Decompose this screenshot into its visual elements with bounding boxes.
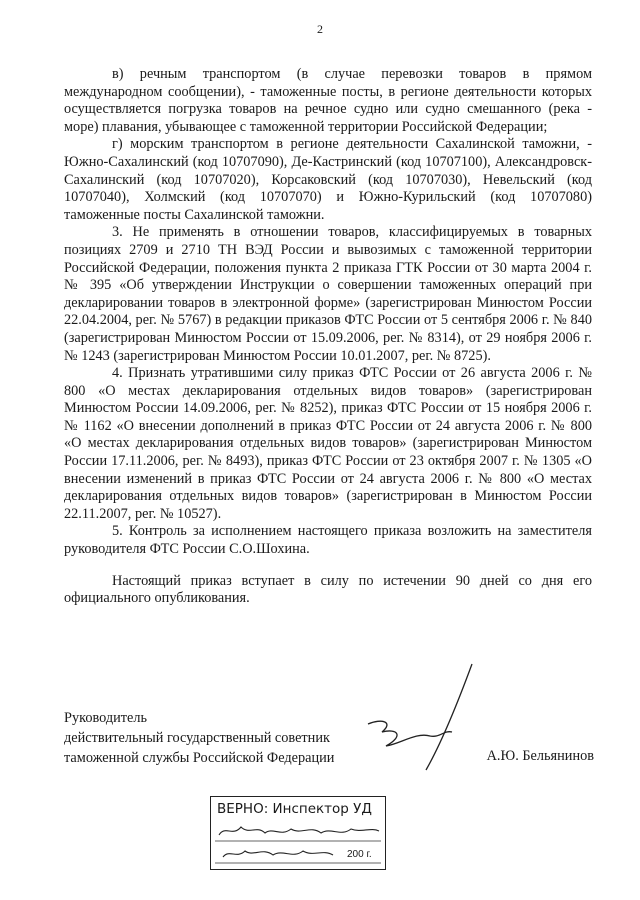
signatory-title-line: Руководитель <box>64 710 148 726</box>
paragraph-effective-date: Настоящий приказ вступает в силу по истечении 90 дней со дня его официального опубликования. <box>64 572 592 607</box>
stamp-year: 200 г. <box>347 849 372 860</box>
paragraph-item-5: 5. Контроль за исполнением настоящего приказа возложить на заместителя руководителя ФТС России С.О.Шохина. <box>64 523 592 558</box>
verification-stamp <box>210 796 386 870</box>
paragraph-sea-transport: г) морским транспортом в регионе деятельности Сахалинской таможни, - Южно-Сахалинский (код 10707090), Де-Кастринский (код 10707100), Александровск-Сахалинский (код 10707020), Корсаковский (код 10707030), Невельский (код 10707040), Холмский (код 10707070) и Южно-Курильский (код 10707080) таможенные посты Сахалинской таможни. <box>64 136 592 223</box>
signatory-title-line: действительный государственный советник <box>64 730 330 746</box>
paragraph-item-4: 4. Признать утратившими силу приказ ФТС России от 26 августа 2006 г. № 800 «О местах декларирования отдельных видов товаров» (зарегистрирован Минюстом России 14.09.2006, рег. № 8252), приказ ФТС России от 15 ноября 2006 г. № 1162 «О внесении дополнений в приказ ФТС России от 24 августа 2006 г. № 800 «О местах декларирования отдельных видов товаров» (зарегистрирован Минюстом России 17.11.2006, рег. № 8493), приказ ФТС России от 23 октября 2007 г. № 1305 «О внесении изменений в приказ ФТС России от 24 августа 2006 г. № 800 «О местах декларирования отдельных видов товаров» (зарегистрирован в Минюстом России 22.11.2007, рег. № 10527). <box>64 365 592 522</box>
signer-name: А.Ю. Бельянинов <box>486 748 594 764</box>
paragraph-item-3: 3. Не применять в отношении товаров, классифицируемых в товарных позициях 2709 и 2710 ТН ВЭД России и вывозимых с таможенной территории Российской Федерации, положения пункта 2 приказа ГТК России от 30 марта 2004 г. № 395 «Об утверждении Инструкции о совершении таможенных операций при декларировании товаров в электронной форме» (зарегистрирован Минюстом России 22.04.2004, рег. № 5767) в редакции приказов ФТС России от 5 сентября 2006 г. № 840 (зарегистрирован Минюстом России от 15.09.2006, рег. № 8314), от 29 ноября 2006 г. № 1243 (зарегистрирован Минюстом России 10.01.2007, рег. № 8725). <box>64 224 592 364</box>
paragraph-river-transport: в) речным транспортом (в случае перевозки товаров в прямом международном сообщении), - таможенные посты, в регионе деятельности которых осуществляется погрузка товаров на речное судно или судно смешанного (река - море) плавания, убывающее с таможенной территории Российской Федерации; <box>64 66 592 135</box>
signatory-title-block <box>64 708 334 768</box>
document-body <box>64 66 592 608</box>
signatory-title-line: таможенной службы Российской Федерации <box>64 750 335 766</box>
handwritten-signature <box>360 662 480 772</box>
page-number: 2 <box>317 22 323 36</box>
stamp-title: ВЕРНО: Инспектор УД <box>217 801 372 817</box>
